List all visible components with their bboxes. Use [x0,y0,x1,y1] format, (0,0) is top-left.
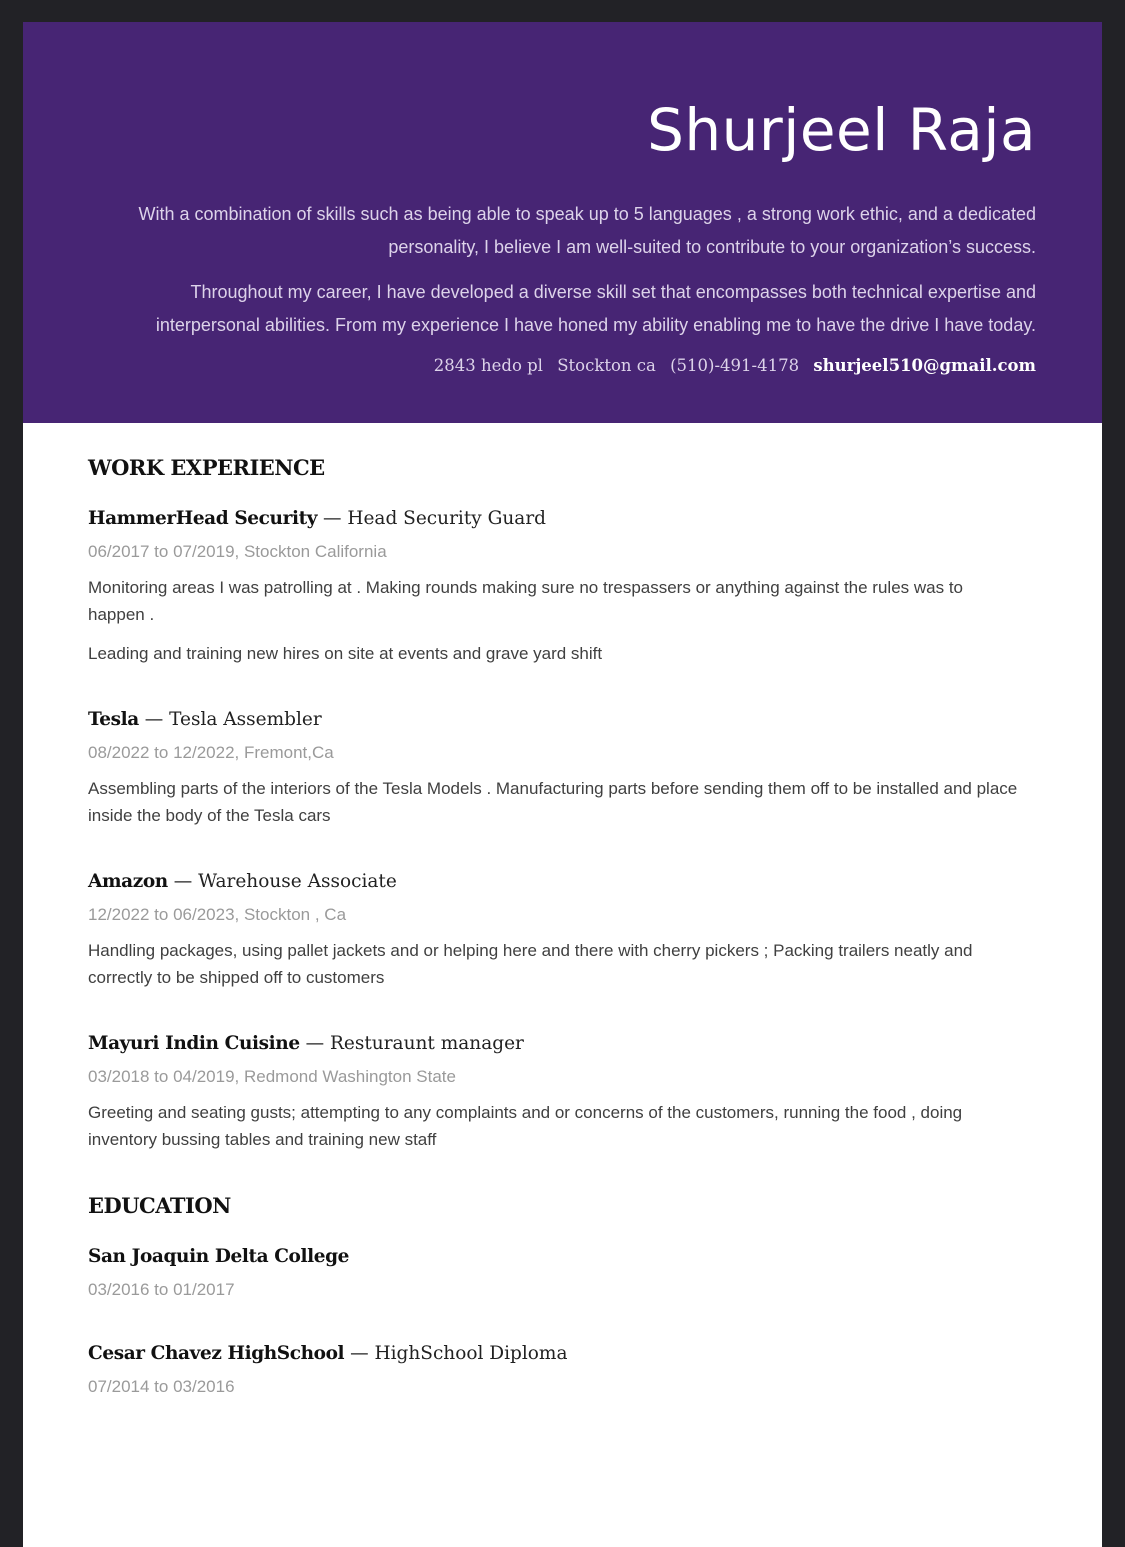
job-dates: 12/2022 to 06/2023, Stockton , Ca [88,905,347,924]
education-degree: — HighSchool Diploma [350,1343,568,1364]
summary-paragraph-1: With a combination of skills such as being able to speak up to 5 languages , a strong work ethic, and a dedicated personality, I believe I am well-suited to contribute to your organization’s success. [138,204,1036,257]
job-company: Amazon [88,871,168,892]
job-description: Greeting and seating gusts; attempting to any complaints and or concerns of the customers, running the food , doing inventory bussing tables and training new staff [88,1103,963,1149]
education-heading-line [88,1341,1037,1367]
contact-city: Stockton ca [557,356,656,375]
job-company: HammerHead Security [88,508,318,529]
candidate-name: Shurjeel Raja [647,96,1036,164]
resume-page [23,22,1102,1547]
education-entry [88,1244,1037,1301]
education-heading-line [88,1244,1037,1270]
job-dates: 06/2017 to 07/2019, Stockton California [88,542,387,561]
education-heading: EDUCATION [88,1193,231,1218]
job-description: Monitoring areas I was patrolling at . Making rounds making sure no trespassers or anything against the rules was to happen . [88,578,964,624]
job-role: — Warehouse Associate [173,871,397,892]
job-heading [88,869,1037,895]
job-role: — Tesla Assembler [144,709,322,730]
contact-email[interactable]: shurjeel510@gmail.com [813,356,1036,375]
education-entry [88,1341,1037,1398]
resume-header [23,22,1102,423]
job-entry [88,506,1037,667]
education-school: Cesar Chavez HighSchool [88,1343,345,1364]
job-role: — Resturaunt manager [305,1033,524,1054]
job-entry [88,869,1037,991]
resume-body [23,423,1102,1398]
work-experience-heading: WORK EXPERIENCE [88,455,325,480]
job-entry [88,1031,1037,1153]
job-heading [88,506,1037,532]
job-description: Leading and training new hires on site at events and grave yard shift [88,644,603,663]
contact-address: 2843 hedo pl [433,356,543,375]
education-dates: 07/2014 to 03/2016 [88,1377,235,1396]
job-description: Handling packages, using pallet jackets and or helping here and there with cherry pickers ; Packing trailers neatly and correctly to be shipped off to customers [88,941,973,987]
job-company: Mayuri Indin Cuisine [88,1033,300,1054]
job-dates: 03/2018 to 04/2019, Redmond Washington State [88,1067,456,1086]
job-company: Tesla [88,709,139,730]
education-dates: 03/2016 to 01/2017 [88,1280,235,1299]
job-role: — Head Security Guard [322,508,547,529]
job-description: Assembling parts of the interiors of the Tesla Models . Manufacturing parts before sending them off to be installed and place inside the body of the Tesla cars [88,779,1018,825]
contact-phone: (510)-491-4178 [670,356,800,375]
education-school: San Joaquin Delta College [88,1246,350,1267]
contact-line [89,356,1036,375]
job-entry [88,707,1037,829]
summary-paragraph-2: Throughout my career, I have developed a diverse skill set that encompasses both technical expertise and interpersonal abilities. From my experience I have honed my ability enabling me to have the drive I have today. [155,282,1036,335]
job-heading [88,1031,1037,1057]
job-heading [88,707,1037,733]
job-dates: 08/2022 to 12/2022, Fremont,Ca [88,743,334,762]
